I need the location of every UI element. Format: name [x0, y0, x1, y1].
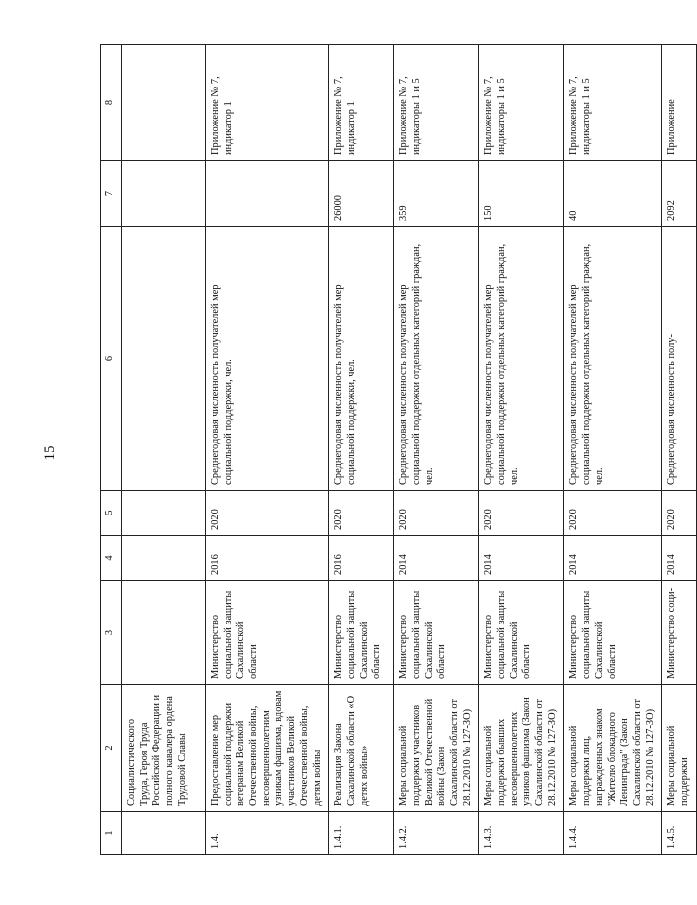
cell-executor: Министерство социальной защиты Сахалинской области [564, 581, 662, 685]
cell-value: 40 [564, 161, 662, 227]
cell-note: Приложение № 7, индикаторы 1 и 5 [479, 45, 564, 161]
cell-note: Приложение [662, 45, 696, 161]
cell-value: 150 [479, 161, 564, 227]
cell-start-year: 2016 [329, 536, 394, 581]
page-number: 15 [42, 445, 58, 461]
table-row [662, 45, 696, 855]
cell-end-year: 2020 [329, 491, 394, 536]
cell-executor: Министерство социальной защиты Сахалинской области [329, 581, 394, 685]
cell-value [122, 161, 206, 227]
cell-measure: Меры социальной поддержки участников Великой Отечественной войны (Закон Сахалинской области от 28.12.2010 № 127-ЗО) [394, 685, 479, 812]
cell-executor [122, 581, 206, 685]
cell-indicator: Среднегодовая численность получателей мер социальной поддержки отдельных категорий граждан, чел. [564, 227, 662, 491]
cell-end-year: 2020 [394, 491, 479, 536]
cell-end-year [122, 491, 206, 536]
cell-start-year: 2014 [394, 536, 479, 581]
program-measures-table [100, 44, 697, 855]
cell-indicator: Среднегодовая численность получателей мер социальной поддержки, чел. [329, 227, 394, 491]
table-row [564, 45, 662, 855]
cell-indicator: Среднегодовая численность полу- [662, 227, 696, 491]
cell-value [206, 161, 329, 227]
column-number: 3 [101, 581, 122, 685]
cell-number: 1.4.1. [329, 812, 394, 855]
column-number: 8 [101, 45, 122, 161]
cell-end-year: 2020 [662, 491, 696, 536]
column-number: 6 [101, 227, 122, 491]
cell-start-year: 2014 [564, 536, 662, 581]
column-number: 4 [101, 536, 122, 581]
cell-number: 1.4.5. [662, 812, 696, 855]
column-number: 7 [101, 161, 122, 227]
cell-number: 1.4. [206, 812, 329, 855]
cell-number [122, 812, 206, 855]
cell-note [122, 45, 206, 161]
cell-end-year: 2020 [206, 491, 329, 536]
cell-note: Приложение № 7, индикатор 1 [206, 45, 329, 161]
cell-note: Приложение № 7, индикаторы 1 и 5 [394, 45, 479, 161]
cell-value: 359 [394, 161, 479, 227]
table-row [206, 45, 329, 855]
column-number: 5 [101, 491, 122, 536]
column-number: 1 [101, 812, 122, 855]
cell-measure: Реализация Закона Сахалинской области «О детях войны» [329, 685, 394, 812]
rotated-table-area [100, 45, 690, 855]
column-number: 2 [101, 685, 122, 812]
table-row-continuation [122, 45, 206, 855]
table-row [329, 45, 394, 855]
cell-number: 1.4.4. [564, 812, 662, 855]
cell-value: 2092 [662, 161, 696, 227]
cell-start-year: 2014 [662, 536, 696, 581]
cell-measure: Меры социальной поддержки [662, 685, 696, 812]
cell-start-year [122, 536, 206, 581]
cell-value: 26000 [329, 161, 394, 227]
cell-indicator [122, 227, 206, 491]
cell-end-year: 2020 [564, 491, 662, 536]
table-row [479, 45, 564, 855]
cell-executor: Министерство соци- [662, 581, 696, 685]
cell-executor: Министерство социальной защиты Сахалинской области [206, 581, 329, 685]
cell-measure: Предоставление мер социальной поддержки ветеранам Великой Отечественной войны, несовершеннолетним узникам фашизма, вдовам участников Великой Отечественной войны, детям войны [206, 685, 329, 812]
cell-start-year: 2016 [206, 536, 329, 581]
cell-end-year: 2020 [479, 491, 564, 536]
cell-measure: Меры социальной поддержки бывших несовершеннолетних узников фашизма (Закон Сахалинской области от 28.12.2010 № 127-ЗО) [479, 685, 564, 812]
cell-number: 1.4.2. [394, 812, 479, 855]
cell-indicator: Среднегодовая численность получателей мер социальной поддержки отдельных категорий граждан, чел. [479, 227, 564, 491]
cell-note: Приложение № 7, индикатор 1 [329, 45, 394, 161]
cell-executor: Министерство социальной защиты Сахалинской области [479, 581, 564, 685]
cell-measure: Социалистического Труда, Героя Труда Российской Федерации и полного кавалера ордена Трудовой Славы [122, 685, 206, 812]
cell-number: 1.4.3. [479, 812, 564, 855]
cell-executor: Министерство социальной защиты Сахалинской области [394, 581, 479, 685]
table-row [394, 45, 479, 855]
cell-measure: Меры социальной поддержки лиц, награжденных знаком "Жителю блокадного Ленинграда" (Закон Сахалинской области от 28.12.2010 № 127-ЗО) [564, 685, 662, 812]
cell-indicator: Среднегодовая численность получателей мер социальной поддержки, чел. [206, 227, 329, 491]
column-number-row [101, 45, 122, 855]
cell-note: Приложение № 7, индикаторы 1 и 5 [564, 45, 662, 161]
cell-start-year: 2014 [479, 536, 564, 581]
cell-indicator: Среднегодовая численность получателей мер социальной поддержки отдельных категорий граждан, чел. [394, 227, 479, 491]
